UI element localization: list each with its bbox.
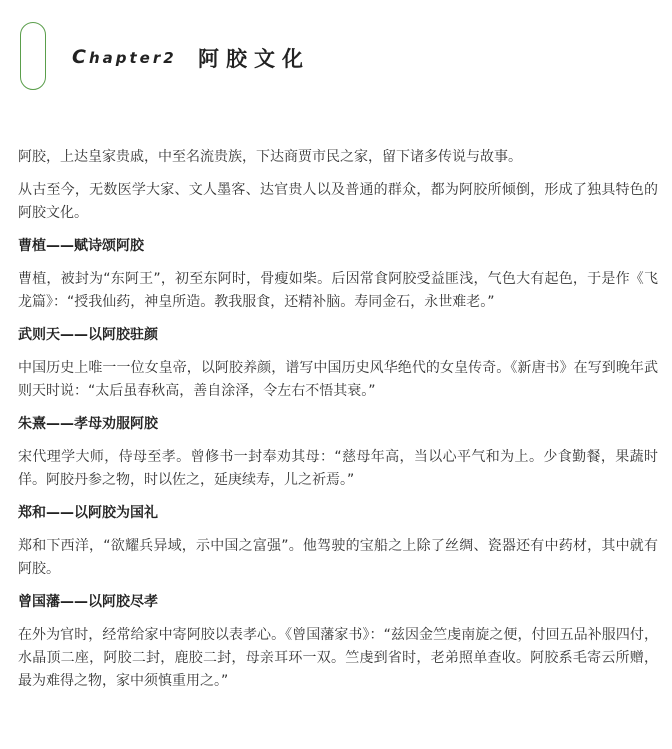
chapter-pill-decoration bbox=[20, 22, 46, 90]
chapter-label bbox=[72, 46, 177, 68]
section-heading: 郑和——以阿胶为国礼 bbox=[18, 505, 158, 521]
chapter-label-rest: hapter2 bbox=[88, 49, 177, 67]
section-paragraph: 在外为官时，经常给家中寄阿胶以表孝心。《曾国藩家书》：“兹因金竺虔南旋之便，付回五品补服四付，水晶顶二座，阿胶二封，鹿胶二封，母亲耳环一双。竺虔到省时，老弟照单查收。阿胶系毛寄云所赠，最为难得之物，家中须慎重用之。” bbox=[18, 627, 658, 689]
section-paragraph: 郑和下西洋，“欲耀兵异域，示中国之富强”。他驾驶的宝船之上除了丝绸、瓷器还有中药材，其中就有阿胶。 bbox=[18, 538, 658, 577]
section-heading: 武则天——以阿胶驻颜 bbox=[18, 327, 158, 343]
section-heading: 朱熹——孝母劝服阿胶 bbox=[18, 416, 158, 432]
intro-paragraph: 阿胶，上达皇家贵戚，中至名流贵族，下达商贾市民之家，留下诸多传说与故事。 bbox=[18, 149, 522, 165]
article-body bbox=[18, 146, 658, 703]
chapter-label-initial: C bbox=[72, 46, 89, 68]
intro-paragraph: 从古至今，无数医学大家、文人墨客、达官贵人以及普通的群众，都为阿胶所倾倒，形成了独具特色的阿胶文化。 bbox=[18, 182, 658, 221]
section-heading: 曾国藩——以阿胶尽孝 bbox=[18, 594, 158, 610]
section-paragraph: 宋代理学大师，侍母至孝。曾修书一封奉劝其母：“慈母年高，当以心平气和为上。少食勤餐，果蔬时佯。阿胶丹参之物，时以佐之，延庚续寿，儿之祈焉。” bbox=[18, 449, 658, 488]
section-paragraph: 中国历史上唯一一位女皇帝，以阿胶养颜，谱写中国历史风华绝代的女皇传奇。《新唐书》在写到晚年武则天时说：“太后虽春秋高，善自涂泽，令左右不悟其衰。” bbox=[18, 360, 658, 399]
section-heading: 曹植——赋诗颂阿胶 bbox=[18, 238, 144, 254]
chapter-title: 阿胶文化 bbox=[198, 47, 310, 71]
section-paragraph: 曹植，被封为“东阿王”，初至东阿时，骨瘦如柴。后因常食阿胶受益匪浅，气色大有起色，于是作《飞龙篇》：“授我仙药，神皇所造。教我服食，还精补脑。寿同金石，永世难老。” bbox=[18, 271, 658, 310]
chapter-header bbox=[20, 22, 640, 92]
